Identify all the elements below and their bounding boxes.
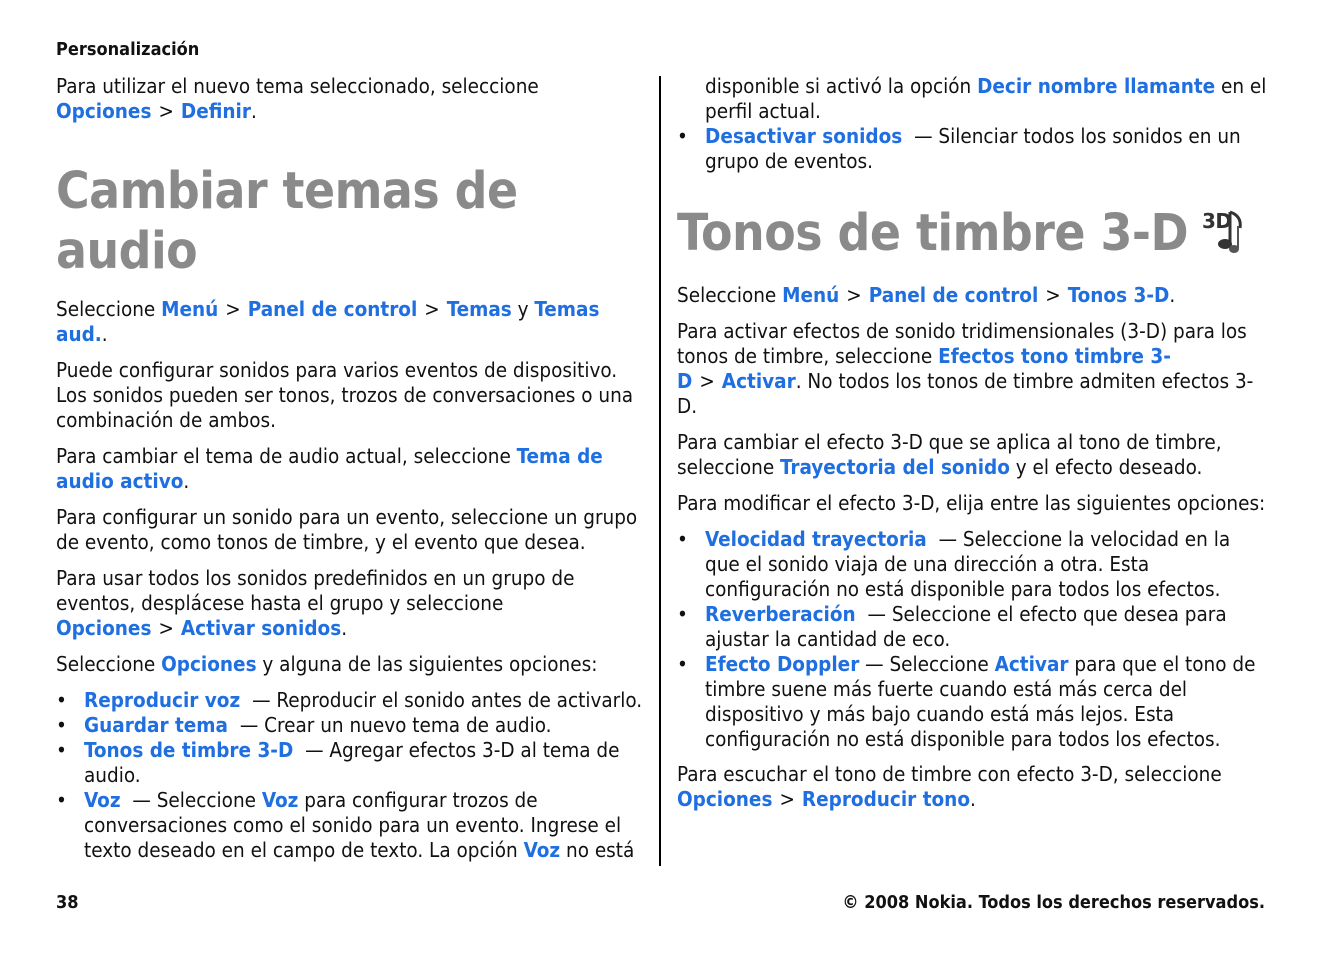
list-item: • Reverberación — Seleccione el efecto que desea para ajustar la cantidad de eco. bbox=[677, 602, 1267, 652]
list-item: • Tonos de timbre 3-D — Agregar efectos 3-D al tema de audio. bbox=[56, 738, 648, 788]
page-number: 38 bbox=[56, 892, 79, 913]
link-definir[interactable]: Definir bbox=[180, 99, 251, 123]
link-activar[interactable]: Activar bbox=[721, 369, 796, 393]
link-reproducir-voz[interactable]: Reproducir voz bbox=[84, 688, 241, 712]
paragraph-sonidos-eventos: Puede configurar sonidos para varios eventos de dispositivo. Los sonidos pueden ser tonos, trozos de conversaciones o una combinación de ambos. bbox=[56, 358, 634, 432]
link-voz-2[interactable]: Voz bbox=[261, 788, 299, 812]
link-velocidad-trayectoria[interactable]: Velocidad trayectoria bbox=[705, 527, 927, 551]
link-voz[interactable]: Voz bbox=[84, 788, 121, 812]
link-panel-de-control-2[interactable]: Panel de control bbox=[868, 283, 1039, 307]
link-tema-audio-activo[interactable]: Tema de audio activo bbox=[56, 444, 603, 493]
link-opciones[interactable]: Opciones bbox=[56, 99, 152, 123]
link-decir-nombre-llamante[interactable]: Decir nombre llamante bbox=[977, 74, 1216, 98]
menu-path-paragraph: Seleccione Menú > Panel de control > Temas y Temas aud.. bbox=[56, 297, 600, 346]
list-item: • Efecto Doppler — Seleccione Activar para que el tono de timbre suene más fuerte cuando está más cerca del dispositivo y más bajo cuando está más lejos. Esta configuración no está disponible para todos los efectos. bbox=[677, 652, 1267, 752]
heading-cambiar-temas-audio: Cambiar temas de audio bbox=[56, 162, 518, 281]
left-column bbox=[56, 74, 648, 873]
options-list bbox=[56, 688, 648, 863]
link-desactivar-sonidos[interactable]: Desactivar sonidos bbox=[705, 124, 903, 148]
link-voz-3[interactable]: Voz bbox=[523, 838, 561, 862]
link-reproducir-tono[interactable]: Reproducir tono bbox=[801, 787, 970, 811]
running-header: Personalización bbox=[56, 39, 200, 60]
link-guardar-tema[interactable]: Guardar tema bbox=[84, 713, 228, 737]
link-tonos-3d[interactable]: Tonos 3-D bbox=[1067, 283, 1170, 307]
link-temas[interactable]: Temas bbox=[446, 297, 512, 321]
link-menu-2[interactable]: Menú bbox=[782, 283, 840, 307]
svg-text:3D: 3D bbox=[1202, 209, 1232, 233]
paragraph-cambiar-tema: Para cambiar el tema de audio actual, seleccione Tema de audio activo. bbox=[56, 444, 603, 493]
continued-list bbox=[677, 124, 1267, 174]
link-activar-sonidos[interactable]: Activar sonidos bbox=[180, 616, 342, 640]
right-column bbox=[677, 74, 1267, 823]
paragraph-seleccione-opciones: Seleccione Opciones y alguna de las siguientes opciones: bbox=[56, 652, 598, 676]
link-panel-de-control[interactable]: Panel de control bbox=[247, 297, 418, 321]
paragraph-activar-efectos: Para activar efectos de sonido tridimensionales (3-D) para los tonos de timbre, seleccione Efectos tono timbre 3-D > Activar. No todos los tonos de timbre admiten efectos 3-D. bbox=[677, 319, 1254, 418]
link-opciones-3[interactable]: Opciones bbox=[161, 652, 257, 676]
link-reverberacion[interactable]: Reverberación bbox=[705, 602, 856, 626]
link-trayectoria-del-sonido[interactable]: Trayectoria del sonido bbox=[780, 455, 1010, 479]
intro-paragraph: Para utilizar el nuevo tema seleccionado, seleccione Opciones > Definir. bbox=[56, 74, 539, 123]
paragraph-cambiar-efecto: Para cambiar el efecto 3-D que se aplica al tono de timbre, seleccione Trayectoria del sonido y el efecto deseado. bbox=[677, 430, 1222, 479]
paragraph-modificar-efecto: Para modificar el efecto 3-D, elija entre las siguientes opciones: bbox=[677, 491, 1266, 515]
heading-tonos-timbre-3d: Tonos de timbre 3-D 3D bbox=[677, 204, 1267, 268]
list-item: • Guardar tema — Crear un nuevo tema de audio. bbox=[56, 713, 648, 738]
link-tonos-timbre-3d[interactable]: Tonos de timbre 3-D bbox=[84, 738, 294, 762]
list-item: • Desactivar sonidos — Silenciar todos los sonidos en un grupo de eventos. bbox=[677, 124, 1267, 174]
menu-path-paragraph-2: Seleccione Menú > Panel de control > Tonos 3-D. bbox=[677, 283, 1176, 307]
link-efectos-tono-timbre-3d[interactable]: Efectos tono timbre 3-D bbox=[677, 344, 1171, 393]
link-opciones-2[interactable]: Opciones bbox=[56, 616, 152, 640]
column-divider bbox=[659, 76, 661, 866]
paragraph-escuchar-tono: Para escuchar el tono de timbre con efecto 3-D, seleccione Opciones > Reproducir tono. bbox=[677, 762, 1222, 811]
link-menu[interactable]: Menú bbox=[161, 297, 219, 321]
link-opciones-4[interactable]: Opciones bbox=[677, 787, 773, 811]
list-item: • Velocidad trayectoria — Seleccione la velocidad en la que el sonido viaja de una dirección a otra. Esta configuración no está disponible para todos los efectos. bbox=[677, 527, 1267, 602]
copyright-notice: © 2008 Nokia. Todos los derechos reservados. bbox=[842, 892, 1265, 913]
continued-list-item: disponible si activó la opción Decir nombre llamante en el perfil actual. bbox=[705, 74, 1267, 123]
list-item: • Reproducir voz — Reproducir el sonido antes de activarlo. bbox=[56, 688, 648, 713]
paragraph-sonidos-predefinidos: Para usar todos los sonidos predefinidos en un grupo de eventos, desplácese hasta el grupo y seleccione Opciones > Activar sonidos. bbox=[56, 566, 575, 640]
paragraph-configurar-sonido: Para configurar un sonido para un evento, seleccione un grupo de evento, como tonos de timbre, y el evento que desea. bbox=[56, 505, 638, 554]
effects-options-list bbox=[677, 527, 1267, 752]
link-temas-aud[interactable]: Temas aud. bbox=[56, 297, 600, 346]
list-item: • Voz — Seleccione Voz para configurar trozos de conversaciones como el sonido para un evento. Ingrese el texto deseado en el campo de texto. La opción Voz no está bbox=[56, 788, 648, 863]
link-activar-2[interactable]: Activar bbox=[994, 652, 1069, 676]
3d-music-note-icon bbox=[1200, 204, 1250, 268]
link-efecto-doppler[interactable]: Efecto Doppler bbox=[705, 652, 860, 676]
